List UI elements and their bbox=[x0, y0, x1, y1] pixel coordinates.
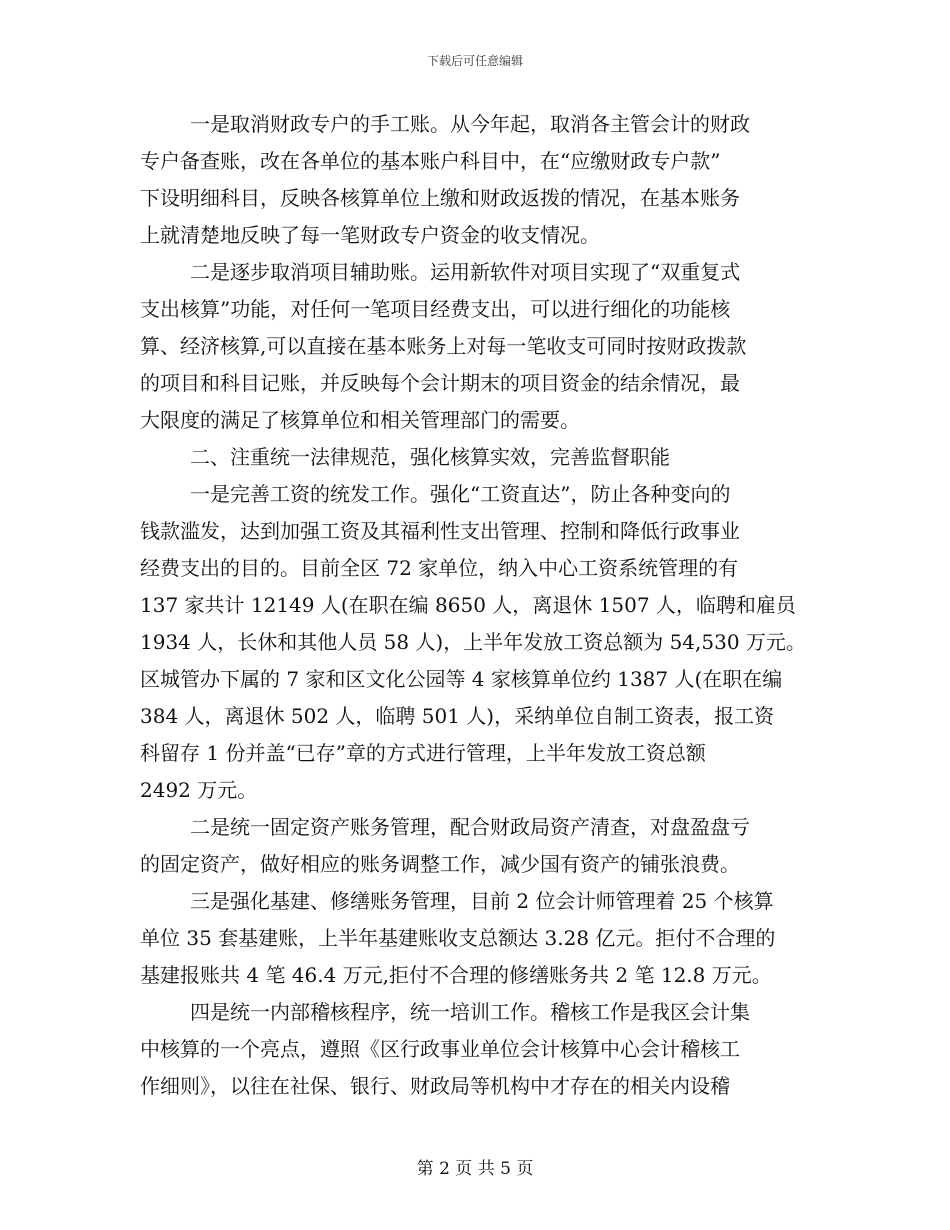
text-line: 基建报账共 4 笔 46.4 万元,拒付不合理的修缮账务共 2 笔 12.8 万元。 bbox=[140, 963, 772, 987]
text-line: 经费支出的目的。目前全区 72 家单位，纳入中心工资系统管理的有 bbox=[140, 556, 739, 580]
text-line: 支出核算”功能，对任何一笔项目经费支出，可以进行细化的功能核 bbox=[140, 297, 731, 321]
text-line: 专户备查账，改在各单位的基本账户科目中，在“应缴财政专户款” bbox=[140, 149, 721, 173]
text-line: 二、注重统一法律规范，强化核算实效，完善监督职能 bbox=[190, 445, 670, 469]
text-line: 下设明细科目，反映各核算单位上缴和财政返拨的情况，在基本账务 bbox=[140, 186, 740, 210]
text-line: 384 人，离退休 502 人，临聘 501 人)，采纳单位自制工资表，报工资 bbox=[140, 704, 775, 728]
text-line: 一是完善工资的统发工作。强化“工资直达”，防止各种变向的 bbox=[190, 482, 731, 506]
text-line: 2492 万元。 bbox=[140, 778, 258, 802]
text-line: 一是取消财政专户的手工账。从今年起，取消各主管会计的财政 bbox=[190, 112, 750, 136]
text-line: 作细则》，以往在社保、银行、财政局等机构中才存在的相关内设稽 bbox=[140, 1074, 730, 1098]
text-line: 1934 人，长休和其他人员 58 人)，上半年发放工资总额为 54,530 万元。 bbox=[140, 630, 806, 654]
text-line: 二是统一固定资产账务管理，配合财政局资产清查，对盘盈盘亏 bbox=[190, 815, 750, 839]
text-line: 的项目和科目记账，并反映每个会计期末的项目资金的结余情况，最 bbox=[140, 371, 740, 395]
page-footer: 第 2 页 共 5 页 bbox=[416, 1159, 534, 1179]
text-line: 上就清楚地反映了每一笔财政专户资金的收支情况。 bbox=[140, 223, 600, 247]
text-line: 二是逐步取消项目辅助账。运用新软件对项目实现了“双重复式 bbox=[190, 260, 741, 284]
page-header: 下载后可任意编辑 bbox=[426, 54, 523, 68]
text-line: 大限度的满足了核算单位和相关管理部门的需要。 bbox=[140, 408, 580, 432]
document-body bbox=[140, 106, 820, 1105]
text-line: 钱款滥发，达到加强工资及其福利性支出管理、控制和降低行政事业 bbox=[140, 519, 740, 543]
text-line: 单位 35 套基建账，上半年基建账收支总额达 3.28 亿元。拒付不合理的 bbox=[140, 926, 776, 950]
text-line: 算、经济核算,可以直接在基本账务上对每一笔收支可同时按财政拨款 bbox=[140, 334, 747, 358]
text-line: 中核算的一个亮点，遵照《区行政事业单位会计核算中心会计稽核工 bbox=[140, 1037, 740, 1061]
text-line: 四是统一内部稽核程序，统一培训工作。稽核工作是我区会计集 bbox=[190, 1000, 750, 1024]
text-line: 三是强化基建、修缮账务管理，目前 2 位会计师管理着 25 个核算 bbox=[190, 889, 774, 913]
text-line: 137 家共计 12149 人(在职在编 8650 人，离退休 1507 人，临聘和雇员 bbox=[140, 593, 796, 617]
text-line: 区城管办下属的 7 家和区文化公园等 4 家核算单位约 1387 人(在职在编 bbox=[140, 667, 783, 691]
text-line: 科留存 1 份并盖“已存”章的方式进行管理，上半年发放工资总额 bbox=[140, 741, 706, 765]
text-line: 的固定资产，做好相应的账务调整工作，减少国有资产的铺张浪费。 bbox=[140, 852, 740, 876]
